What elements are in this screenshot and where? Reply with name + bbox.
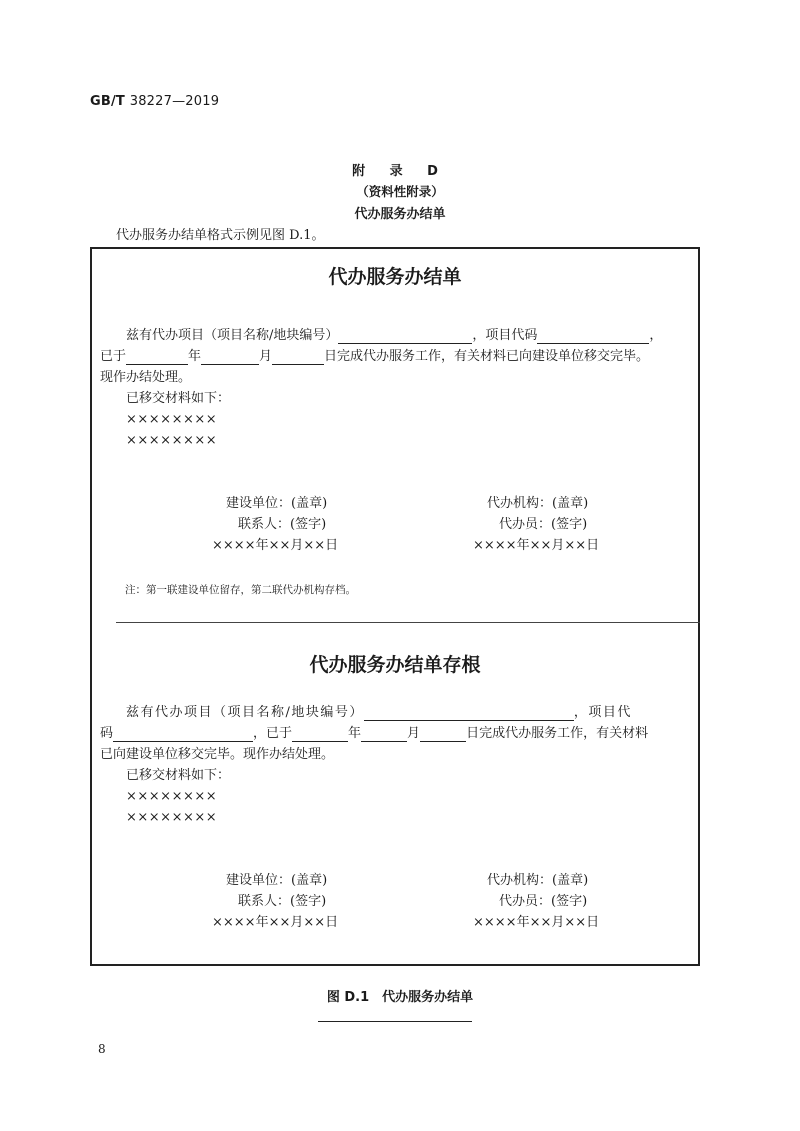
form2-material-item: ×××××××× bbox=[126, 789, 218, 804]
form1-material-item: ×××××××× bbox=[126, 412, 218, 427]
form2-sig-contact: 联系人：(签字) bbox=[238, 894, 327, 909]
stub-project-name-blank[interactable] bbox=[364, 707, 574, 721]
year-blank[interactable] bbox=[126, 351, 188, 365]
stub-day-blank[interactable] bbox=[420, 728, 466, 742]
standard-number: 38227—2019 bbox=[129, 94, 220, 109]
figure-caption: 图 D.1 代办服务办结单 bbox=[326, 990, 474, 1005]
day-blank[interactable] bbox=[272, 351, 324, 365]
form2-line1-text-a: 兹有代办项目（项目名称/地块编号） bbox=[126, 705, 364, 720]
stub-project-code-blank[interactable] bbox=[113, 728, 253, 742]
form1-line1-text-b: ，项目代码 bbox=[472, 328, 538, 343]
form1-line1 bbox=[126, 328, 662, 344]
form2-sig-agency: 代办机构：(盖章) bbox=[487, 873, 589, 888]
form1-line2-text-b: 年 bbox=[188, 349, 202, 364]
form2-line1 bbox=[126, 705, 632, 721]
stub-year-blank[interactable] bbox=[292, 728, 348, 742]
form1-line2-text-d: 日完成代办服务工作，有关材料已向建设单位移交完毕。 bbox=[324, 349, 650, 364]
form1-sig-contact: 联系人：(签字) bbox=[238, 517, 327, 532]
form1-title: 代办服务办结单 bbox=[328, 266, 462, 288]
form1-line2 bbox=[100, 349, 649, 365]
form2-title: 代办服务办结单存根 bbox=[309, 654, 481, 676]
standard-prefix: GB/T bbox=[90, 94, 125, 109]
form2-line1-text-b: ，项目代 bbox=[573, 705, 632, 720]
form1-sig-agency: 代办机构：(盖章) bbox=[487, 496, 589, 511]
intro-text: 代办服务办结单格式示例见图 D.1。 bbox=[116, 228, 325, 243]
form2-sig-agent: 代办员：(签字) bbox=[499, 894, 588, 909]
page-number: 8 bbox=[98, 1042, 106, 1056]
form2-material-item: ×××××××× bbox=[126, 810, 218, 825]
form1-line2-text-c: 月 bbox=[259, 349, 273, 364]
form1-materials-label: 已移交材料如下： bbox=[126, 391, 231, 406]
form1-note: 注：第一联建设单位留存，第二联代办机构存档。 bbox=[125, 584, 356, 596]
appendix-type: （资料性附录） bbox=[356, 184, 444, 199]
form2-line2-text-e: 日完成代办服务工作，有关材料 bbox=[466, 726, 649, 741]
appendix-label: 附 录 D bbox=[352, 164, 448, 179]
form2-line2-text-a: 码 bbox=[100, 726, 114, 741]
stub-month-blank[interactable] bbox=[361, 728, 407, 742]
form1-sig-agent: 代办员：(签字) bbox=[499, 517, 588, 532]
form2-sig-agent-date: ××××年××月××日 bbox=[473, 915, 600, 930]
cut-line bbox=[116, 622, 700, 623]
form1-material-item: ×××××××× bbox=[126, 433, 218, 448]
form2-line2 bbox=[100, 726, 648, 742]
month-blank[interactable] bbox=[201, 351, 259, 365]
form1-line2-text-a: 已于 bbox=[100, 349, 127, 364]
form2-sig-date: ××××年××月××日 bbox=[212, 915, 339, 930]
project-code-blank[interactable] bbox=[537, 330, 649, 344]
form2-materials-label: 已移交材料如下： bbox=[126, 768, 231, 783]
form1-line1-text-c: ， bbox=[649, 328, 663, 343]
form1-line3: 现作办结处理。 bbox=[100, 370, 192, 385]
form2-line3: 已向建设单位移交完毕。现作办结处理。 bbox=[100, 747, 335, 762]
form1-sig-agent-date: ××××年××月××日 bbox=[473, 538, 600, 553]
form2-line2-text-b: ，已于 bbox=[253, 726, 293, 741]
form2-line2-text-c: 年 bbox=[348, 726, 362, 741]
standard-code bbox=[90, 94, 219, 109]
end-rule bbox=[318, 1021, 472, 1022]
form2-sig-unit: 建设单位：(盖章) bbox=[226, 873, 328, 888]
appendix-title: 代办服务办结单 bbox=[354, 207, 446, 222]
form-frame bbox=[90, 247, 700, 966]
project-name-blank[interactable] bbox=[338, 330, 472, 344]
form1-sig-unit: 建设单位：(盖章) bbox=[226, 496, 328, 511]
form2-line2-text-d: 月 bbox=[407, 726, 421, 741]
form1-sig-date: ××××年××月××日 bbox=[212, 538, 339, 553]
form1-line1-text-a: 兹有代办项目（项目名称/地块编号） bbox=[126, 328, 339, 343]
